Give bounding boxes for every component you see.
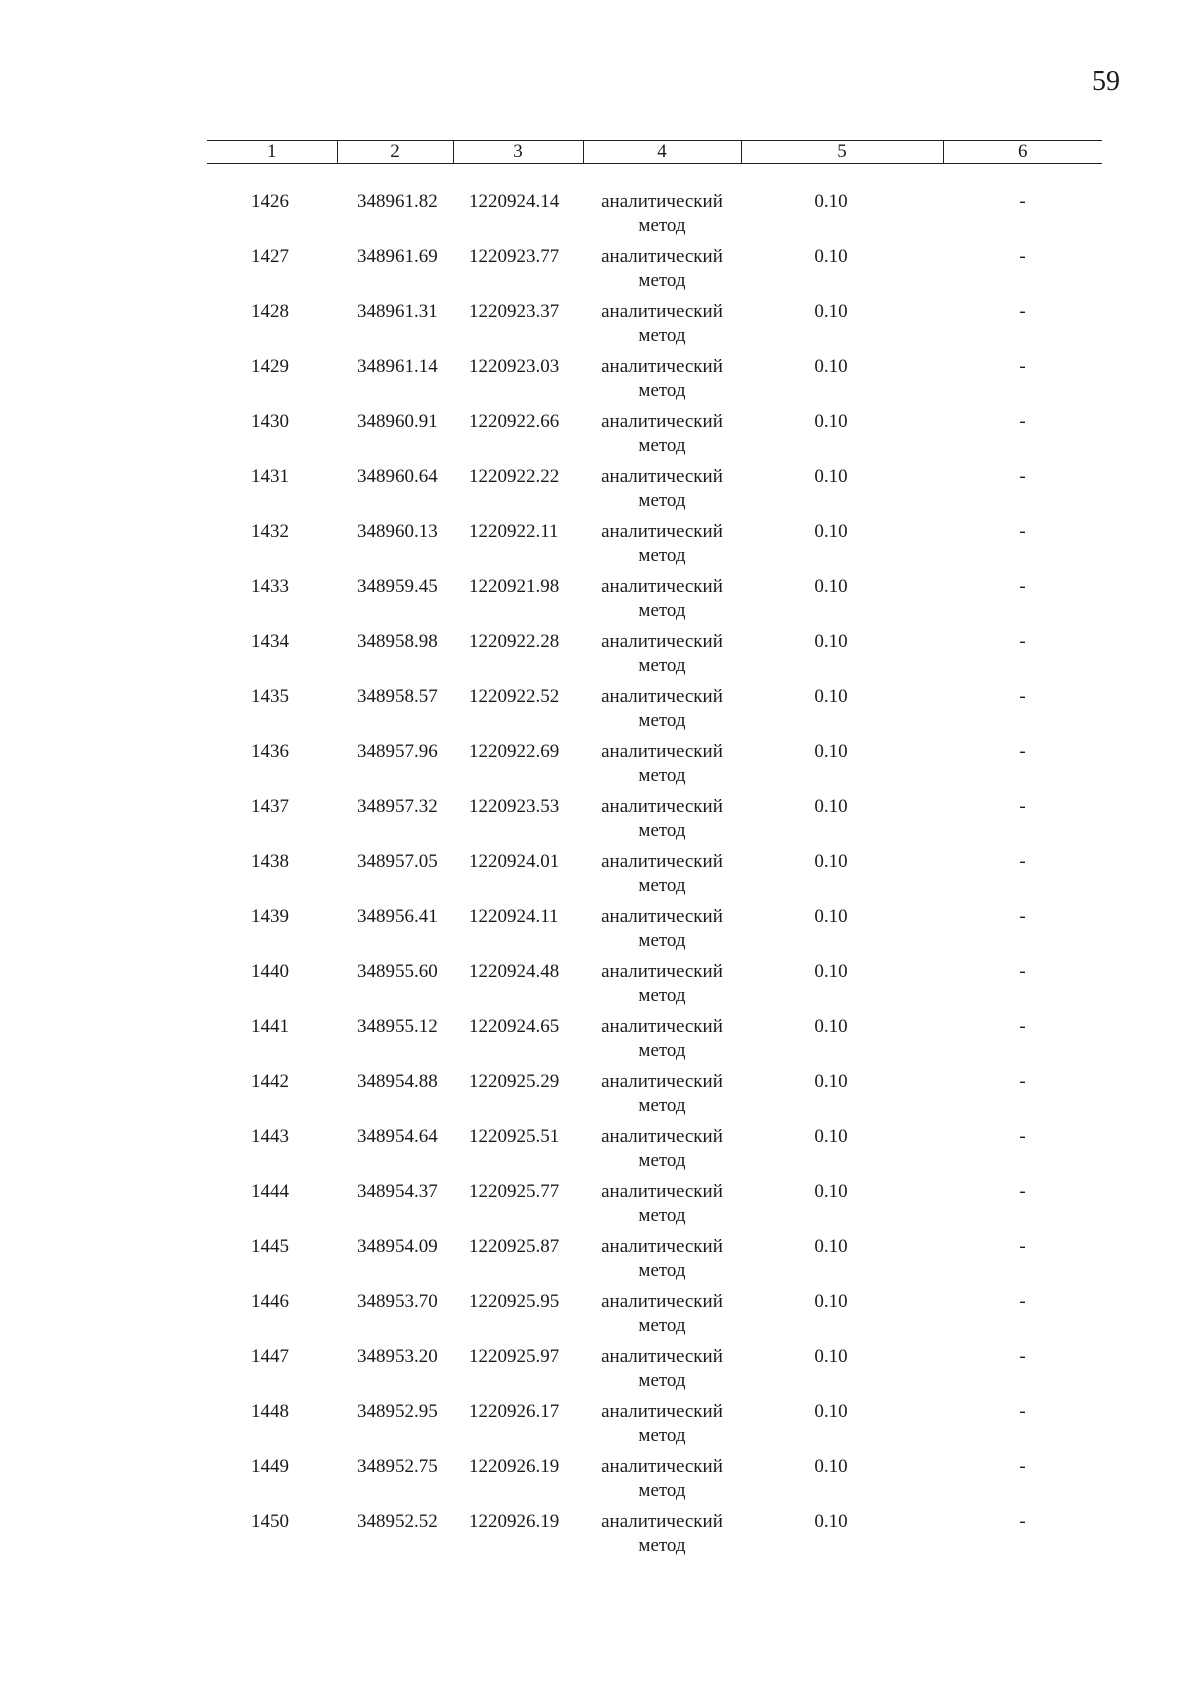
y-coordinate-cell: 1220924.14 [469,191,560,212]
y-coordinate-cell: 1220922.28 [469,631,560,652]
page-number: 59 [1092,66,1120,97]
method-cell: аналитический метод [601,1401,723,1446]
method-cell: аналитический метод [601,411,723,456]
point-number-cell: 1445 [251,1236,289,1257]
method-cell: аналитический метод [601,686,723,731]
accuracy-cell: 0.10 [814,411,848,432]
note-cell: - [1019,1016,1026,1037]
y-coordinate-cell: 1220922.69 [469,741,560,762]
accuracy-cell: 0.10 [814,961,848,982]
accuracy-cell: 0.10 [814,631,848,652]
point-number-cell: 1438 [251,851,289,872]
header-col-2: 2 [337,141,453,164]
note-cell: - [1019,686,1026,707]
note-cell: - [1019,521,1026,542]
y-coordinate-cell: 1220925.95 [469,1291,560,1312]
x-coordinate-cell: 348954.09 [357,1236,438,1257]
table-row [207,355,1102,410]
accuracy-cell: 0.10 [814,301,848,322]
table-header [207,141,1102,164]
x-coordinate-cell: 348961.14 [357,356,438,377]
point-number-cell: 1429 [251,356,289,377]
y-coordinate-cell: 1220923.53 [469,796,560,817]
header-col-3: 3 [453,141,583,164]
table-row [207,1070,1102,1125]
method-cell: аналитический метод [601,631,723,676]
x-coordinate-cell: 348955.12 [357,1016,438,1037]
point-number-cell: 1446 [251,1291,289,1312]
x-coordinate-cell: 348957.32 [357,796,438,817]
y-coordinate-cell: 1220921.98 [469,576,560,597]
point-number-cell: 1439 [251,906,289,927]
method-cell: аналитический метод [601,1016,723,1061]
header-col-6: 6 [943,141,1102,164]
x-coordinate-cell: 348957.96 [357,741,438,762]
method-cell: аналитический метод [601,741,723,786]
x-coordinate-cell: 348954.37 [357,1181,438,1202]
point-number-cell: 1430 [251,411,289,432]
note-cell: - [1019,1346,1026,1367]
x-coordinate-cell: 348961.69 [357,246,438,267]
method-cell: аналитический метод [601,1456,723,1501]
note-cell: - [1019,411,1026,432]
method-cell: аналитический метод [601,466,723,511]
y-coordinate-cell: 1220922.11 [469,521,559,542]
accuracy-cell: 0.10 [814,686,848,707]
note-cell: - [1019,631,1026,652]
point-number-cell: 1450 [251,1511,289,1532]
table-row [207,245,1102,300]
point-number-cell: 1444 [251,1181,289,1202]
y-coordinate-cell: 1220926.19 [469,1456,560,1477]
x-coordinate-cell: 348952.75 [357,1456,438,1477]
y-coordinate-cell: 1220926.19 [469,1511,560,1532]
note-cell: - [1019,1401,1026,1422]
note-cell: - [1019,576,1026,597]
method-cell: аналитический метод [601,1291,723,1336]
table-row [207,1400,1102,1455]
table-row [207,960,1102,1015]
note-cell: - [1019,1236,1026,1257]
table-row [207,1125,1102,1180]
accuracy-cell: 0.10 [814,906,848,927]
y-coordinate-cell: 1220925.29 [469,1071,560,1092]
accuracy-cell: 0.10 [814,796,848,817]
accuracy-cell: 0.10 [814,1511,848,1532]
method-cell: аналитический метод [601,191,723,236]
x-coordinate-cell: 348961.31 [357,301,438,322]
point-number-cell: 1427 [251,246,289,267]
table-row [207,630,1102,685]
table-row [207,740,1102,795]
table-row [207,1015,1102,1070]
note-cell: - [1019,741,1026,762]
y-coordinate-cell: 1220924.65 [469,1016,560,1037]
table-body [207,164,1102,1566]
x-coordinate-cell: 348953.20 [357,1346,438,1367]
note-cell: - [1019,961,1026,982]
point-number-cell: 1440 [251,961,289,982]
coordinates-table-container [207,140,1102,1565]
note-cell: - [1019,1181,1026,1202]
x-coordinate-cell: 348953.70 [357,1291,438,1312]
table-row [207,795,1102,850]
accuracy-cell: 0.10 [814,1071,848,1092]
y-coordinate-cell: 1220922.22 [469,466,560,487]
note-cell: - [1019,1511,1026,1532]
table-row [207,905,1102,960]
accuracy-cell: 0.10 [814,466,848,487]
x-coordinate-cell: 348960.13 [357,521,438,542]
point-number-cell: 1443 [251,1126,289,1147]
point-number-cell: 1426 [251,191,289,212]
header-col-4: 4 [583,141,741,164]
accuracy-cell: 0.10 [814,1401,848,1422]
accuracy-cell: 0.10 [814,1291,848,1312]
table-row [207,520,1102,575]
accuracy-cell: 0.10 [814,851,848,872]
note-cell: - [1019,851,1026,872]
accuracy-cell: 0.10 [814,1236,848,1257]
table-row [207,685,1102,740]
point-number-cell: 1433 [251,576,289,597]
accuracy-cell: 0.10 [814,356,848,377]
method-cell: аналитический метод [601,906,723,951]
header-col-1: 1 [207,141,337,164]
y-coordinate-cell: 1220924.01 [469,851,560,872]
x-coordinate-cell: 348959.45 [357,576,438,597]
x-coordinate-cell: 348958.98 [357,631,438,652]
method-cell: аналитический метод [601,301,723,346]
y-coordinate-cell: 1220925.97 [469,1346,560,1367]
point-number-cell: 1448 [251,1401,289,1422]
table-row [207,1510,1102,1565]
table-row [207,1455,1102,1510]
note-cell: - [1019,796,1026,817]
x-coordinate-cell: 348960.91 [357,411,438,432]
table-row [207,1180,1102,1235]
x-coordinate-cell: 348958.57 [357,686,438,707]
note-cell: - [1019,466,1026,487]
y-coordinate-cell: 1220923.37 [469,301,560,322]
accuracy-cell: 0.10 [814,1181,848,1202]
note-cell: - [1019,1291,1026,1312]
y-coordinate-cell: 1220923.77 [469,246,560,267]
point-number-cell: 1435 [251,686,289,707]
method-cell: аналитический метод [601,961,723,1006]
y-coordinate-cell: 1220924.11 [469,906,559,927]
method-cell: аналитический метод [601,1236,723,1281]
y-coordinate-cell: 1220926.17 [469,1401,560,1422]
point-number-cell: 1431 [251,466,289,487]
accuracy-cell: 0.10 [814,521,848,542]
accuracy-cell: 0.10 [814,1346,848,1367]
point-number-cell: 1432 [251,521,289,542]
table-row [207,300,1102,355]
table-row [207,1235,1102,1290]
y-coordinate-cell: 1220925.51 [469,1126,560,1147]
point-number-cell: 1441 [251,1016,289,1037]
x-coordinate-cell: 348957.05 [357,851,438,872]
note-cell: - [1019,1126,1026,1147]
header-col-5: 5 [741,141,943,164]
coordinates-table [207,140,1102,1565]
table-row [207,164,1102,246]
x-coordinate-cell: 348954.64 [357,1126,438,1147]
table-row [207,410,1102,465]
method-cell: аналитический метод [601,851,723,896]
y-coordinate-cell: 1220925.87 [469,1236,560,1257]
accuracy-cell: 0.10 [814,246,848,267]
method-cell: аналитический метод [601,1511,723,1556]
note-cell: - [1019,1456,1026,1477]
method-cell: аналитический метод [601,246,723,291]
y-coordinate-cell: 1220925.77 [469,1181,560,1202]
accuracy-cell: 0.10 [814,741,848,762]
accuracy-cell: 0.10 [814,191,848,212]
point-number-cell: 1437 [251,796,289,817]
method-cell: аналитический метод [601,1181,723,1226]
x-coordinate-cell: 348955.60 [357,961,438,982]
method-cell: аналитический метод [601,1346,723,1391]
y-coordinate-cell: 1220922.52 [469,686,560,707]
x-coordinate-cell: 348954.88 [357,1071,438,1092]
point-number-cell: 1428 [251,301,289,322]
x-coordinate-cell: 348961.82 [357,191,438,212]
header-row [207,141,1102,164]
note-cell: - [1019,1071,1026,1092]
point-number-cell: 1434 [251,631,289,652]
table-row [207,850,1102,905]
table-row [207,1345,1102,1400]
method-cell: аналитический метод [601,521,723,566]
y-coordinate-cell: 1220923.03 [469,356,560,377]
accuracy-cell: 0.10 [814,576,848,597]
note-cell: - [1019,906,1026,927]
y-coordinate-cell: 1220922.66 [469,411,560,432]
method-cell: аналитический метод [601,1126,723,1171]
method-cell: аналитический метод [601,356,723,401]
point-number-cell: 1449 [251,1456,289,1477]
accuracy-cell: 0.10 [814,1126,848,1147]
point-number-cell: 1436 [251,741,289,762]
point-number-cell: 1442 [251,1071,289,1092]
method-cell: аналитический метод [601,576,723,621]
note-cell: - [1019,356,1026,377]
table-row [207,575,1102,630]
x-coordinate-cell: 348952.52 [357,1511,438,1532]
x-coordinate-cell: 348956.41 [357,906,438,927]
x-coordinate-cell: 348952.95 [357,1401,438,1422]
method-cell: аналитический метод [601,796,723,841]
table-row [207,465,1102,520]
note-cell: - [1019,191,1026,212]
method-cell: аналитический метод [601,1071,723,1116]
accuracy-cell: 0.10 [814,1456,848,1477]
table-row [207,1290,1102,1345]
y-coordinate-cell: 1220924.48 [469,961,560,982]
note-cell: - [1019,301,1026,322]
point-number-cell: 1447 [251,1346,289,1367]
accuracy-cell: 0.10 [814,1016,848,1037]
x-coordinate-cell: 348960.64 [357,466,438,487]
note-cell: - [1019,246,1026,267]
